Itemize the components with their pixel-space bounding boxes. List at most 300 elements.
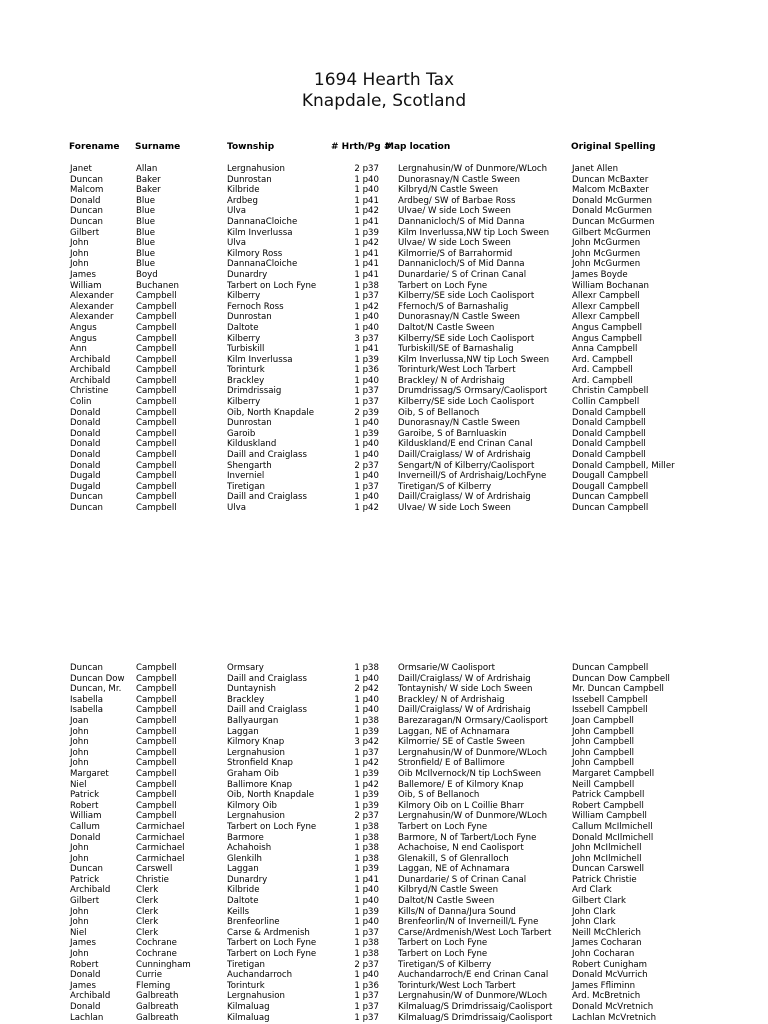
cell-hearth-page: 1 p39 <box>354 790 379 801</box>
cell-hearth-page: 1 p41 <box>354 269 379 280</box>
cell-map-location: Turbiskill/SE of Barnashalig <box>398 344 514 355</box>
cell-surname: Clerk <box>136 927 159 938</box>
cell-hearth-page: 1 p42 <box>354 206 379 217</box>
cell-hearth-page: 1 p37 <box>354 397 379 408</box>
table-row <box>0 418 768 429</box>
cell-map-location: Lergnahusin/W of Dunmore/WLoch <box>398 747 548 758</box>
table-row <box>0 875 768 886</box>
cell-township: Laggan <box>227 726 259 737</box>
cell-surname: Carswell <box>136 864 173 875</box>
table-row <box>0 949 768 960</box>
table-row <box>0 727 768 738</box>
cell-township: Garoib <box>227 428 256 439</box>
cell-forename: John <box>70 853 89 864</box>
cell-map-location: Ulvae/ W side Loch Sween <box>398 503 511 513</box>
cell-map-location: Daill/Craiglass/ W of Ardrishaig <box>398 705 531 716</box>
cell-original-spelling: Ard Clark <box>572 885 612 896</box>
cell-township: Daill and Craiglass <box>227 705 307 716</box>
cell-original-spelling: John Clark <box>572 906 616 917</box>
cell-hearth-page: 1 p39 <box>354 227 379 238</box>
cell-map-location: Tarbert on Loch Fyne <box>398 949 488 960</box>
cell-map-location: Stronfield/ E of Ballimore <box>398 758 505 769</box>
table-row <box>0 960 768 971</box>
cell-original-spelling: Donald McGurmen <box>572 195 652 206</box>
cell-hearth-page: 1 p39 <box>354 768 379 779</box>
cell-map-location: Dunorasnay/N Castle Sween <box>398 312 520 323</box>
cell-original-spelling: Ard. McBretnich <box>572 991 641 1002</box>
cell-surname: Campbell <box>136 386 177 397</box>
cell-hearth-page: 2 p37 <box>354 811 379 822</box>
cell-hearth-page: 3 p42 <box>354 737 379 748</box>
cell-map-location: Dunardarie/ S of Crinan Canal <box>398 874 527 885</box>
cell-surname: Carmichael <box>136 843 185 854</box>
cell-map-location: Laggan, NE of Achnamara <box>398 726 510 737</box>
cell-hearth-page: 1 p41 <box>354 874 379 885</box>
table-row <box>0 461 768 472</box>
cell-original-spelling: Donald Campbell <box>572 450 646 461</box>
cell-forename: Margaret <box>70 768 109 779</box>
cell-township: Ulva <box>227 503 247 513</box>
cell-surname: Campbell <box>136 450 177 461</box>
table-row <box>0 291 768 302</box>
cell-township: Turbiskill <box>227 344 265 355</box>
cell-hearth-page: 1 p40 <box>354 322 379 333</box>
cell-map-location: Dunardarie/ S of Crinan Canal <box>398 269 527 280</box>
cell-surname: Clerk <box>136 906 159 917</box>
table-row <box>0 450 768 461</box>
cell-forename: Donald <box>70 460 101 471</box>
cell-township: Laggan <box>227 864 259 875</box>
cell-original-spelling: Donald McVretnich <box>572 1002 654 1012</box>
cell-original-spelling: Malcom McBaxter <box>572 185 649 196</box>
page-subtitle: Knapdale, Scotland <box>301 91 467 111</box>
cell-forename: Alexander <box>70 301 114 312</box>
cell-township: Daill and Craiglass <box>227 673 307 684</box>
cell-surname: Blue <box>136 238 156 249</box>
cell-surname: Campbell <box>136 503 177 513</box>
cell-map-location: Kilmaluag/S Drimdrissaig/Caolisport <box>398 1002 553 1012</box>
cell-township: Kilmory Ross <box>227 248 283 259</box>
cell-surname: Campbell <box>136 673 177 684</box>
table-row <box>0 439 768 450</box>
cell-hearth-page: 1 p38 <box>354 663 379 673</box>
table-row <box>0 376 768 387</box>
cell-forename: Archibald <box>70 365 111 376</box>
cell-map-location: Ballemore/ E of Kilmory Knap <box>398 779 524 790</box>
cell-township: Kilduskland <box>227 439 277 450</box>
cell-hearth-page: 1 p40 <box>354 917 379 928</box>
cell-original-spelling: Donald Campbell <box>572 428 646 439</box>
cell-hearth-page: 1 p40 <box>354 418 379 429</box>
cell-surname: Clerk <box>136 885 159 896</box>
cell-original-spelling: John McGurmen <box>572 238 641 249</box>
cell-map-location: Kilm Inverlussa,NW tip Loch Sween <box>398 354 550 365</box>
table-row <box>0 663 768 674</box>
table-row <box>0 270 768 281</box>
cell-map-location: Brackley/ N of Ardrishaig <box>398 375 505 386</box>
cell-township: Carse & Ardmenish <box>227 927 310 938</box>
cell-map-location: Barmore, N of Tarbert/Loch Fyne <box>398 832 537 843</box>
cell-map-location: Daltot/N Castle Sween <box>398 322 495 333</box>
cell-surname: Campbell <box>136 779 177 790</box>
cell-township: Dunrostan <box>227 418 272 429</box>
table-row <box>0 928 768 939</box>
page-title: 1694 Hearth Tax <box>313 70 455 90</box>
cell-original-spelling: Duncan Carswell <box>572 864 645 875</box>
cell-forename: Duncan <box>70 503 103 513</box>
cell-surname: Campbell <box>136 291 177 302</box>
cell-surname: Campbell <box>136 747 177 758</box>
cell-hearth-page: 1 p40 <box>354 450 379 461</box>
cell-map-location: Tiretigan/S of Kilberry <box>398 481 492 492</box>
table-row <box>0 938 768 949</box>
table-row <box>0 674 768 685</box>
cell-township: DannanaCloiche <box>227 216 298 227</box>
cell-forename: Duncan <box>70 216 103 227</box>
cell-hearth-page: 1 p40 <box>354 492 379 503</box>
cell-township: Daill and Craiglass <box>227 492 307 503</box>
cell-forename: Patrick <box>70 790 100 801</box>
cell-township: Lergnahusion <box>227 811 285 822</box>
cell-township: Tarbert on Loch Fyne <box>227 938 317 949</box>
cell-map-location: Kills/N of Danna/Jura Sound <box>398 906 516 917</box>
cell-original-spelling: James Ffliminn <box>572 980 636 991</box>
table-row <box>0 1013 768 1024</box>
cell-township: Duntaynish <box>227 684 276 695</box>
cell-map-location: Oib McIlvernock/N tip LochSween <box>398 768 542 779</box>
cell-township: Kilbride <box>227 885 260 896</box>
cell-hearth-page: 1 p38 <box>354 853 379 864</box>
cell-forename: Archibald <box>70 354 111 365</box>
header-original-spelling: Original Spelling <box>571 142 656 152</box>
cell-forename: Christine <box>70 386 109 397</box>
cell-map-location: Lergnahusin/W of Dunmore/WLoch <box>398 991 548 1002</box>
cell-forename: John <box>70 917 89 928</box>
cell-township: Inverniel <box>227 471 265 482</box>
cell-original-spelling: Neill McChlerich <box>572 927 641 938</box>
cell-forename: Isabella <box>70 694 104 705</box>
cell-original-spelling: Donald Campbell <box>572 439 646 450</box>
cell-map-location: Tarbert on Loch Fyne <box>398 821 488 832</box>
cell-township: Torinturk <box>227 365 265 376</box>
cell-map-location: Tarbert on Loch Fyne <box>398 280 488 291</box>
cell-map-location: Garoibe, S of Barnluaskin <box>398 428 507 439</box>
cell-surname: Campbell <box>136 684 177 695</box>
cell-map-location: Kilmorrie/S of Barrahormid <box>398 248 513 259</box>
cell-forename: Gilbert <box>70 227 100 238</box>
cell-map-location: Kilmorrie/ SE of Castle Sween <box>398 737 525 748</box>
cell-original-spelling: Callum McIlmichell <box>572 821 653 832</box>
cell-surname: Campbell <box>136 768 177 779</box>
cell-hearth-page: 1 p37 <box>354 747 379 758</box>
cell-original-spelling: Anna Campbell <box>572 344 638 355</box>
cell-hearth-page: 1 p39 <box>354 800 379 811</box>
cell-hearth-page: 1 p41 <box>354 344 379 355</box>
cell-surname: Campbell <box>136 811 177 822</box>
cell-original-spelling: Patrick Campbell <box>572 790 645 801</box>
cell-hearth-page: 1 p41 <box>354 259 379 270</box>
cell-original-spelling: Gilbert Clark <box>572 896 626 907</box>
cell-forename: Duncan <box>70 663 103 673</box>
table-row <box>0 492 768 503</box>
cell-forename: Archibald <box>70 375 111 386</box>
cell-map-location: Kilduskland/E end Crinan Canal <box>398 439 533 450</box>
cell-original-spelling: John McGurmen <box>572 248 641 259</box>
table-row <box>0 684 768 695</box>
cell-original-spelling: Donald Campbell, Miller <box>572 460 675 471</box>
cell-township: Dunardry <box>227 269 268 280</box>
cell-forename: Donald <box>70 195 101 206</box>
table-row <box>0 429 768 440</box>
table-row <box>0 281 768 292</box>
cell-forename: Niel <box>70 779 87 790</box>
cell-surname: Campbell <box>136 726 177 737</box>
cell-hearth-page: 2 p37 <box>354 959 379 970</box>
cell-forename: Duncan <box>70 864 103 875</box>
header-map-location: Map location <box>385 142 451 152</box>
cell-original-spelling: Issebell Campbell <box>572 694 648 705</box>
cell-original-spelling: Robert Campbell <box>572 800 644 811</box>
header-forename: Forename <box>69 142 120 152</box>
cell-hearth-page: 1 p38 <box>354 280 379 291</box>
cell-surname: Campbell <box>136 407 177 418</box>
cell-surname: Campbell <box>136 428 177 439</box>
cell-surname: Blue <box>136 248 156 259</box>
cell-township: Ormsary <box>227 663 264 673</box>
cell-surname: Cochrane <box>136 949 177 960</box>
table-row <box>0 695 768 706</box>
cell-forename: Donald <box>70 407 101 418</box>
cell-surname: Campbell <box>136 312 177 323</box>
cell-original-spelling: Duncan Campbell <box>572 492 649 503</box>
cell-hearth-page: 1 p40 <box>354 896 379 907</box>
table-row <box>0 907 768 918</box>
cell-township: Stronfield Knap <box>227 758 293 769</box>
table-row <box>0 334 768 345</box>
cell-map-location: Kilmory Oib on L Coillie Bharr <box>398 800 525 811</box>
cell-township: Dunrostan <box>227 312 272 323</box>
cell-forename: Niel <box>70 927 87 938</box>
cell-original-spelling: Donald Campbell <box>572 418 646 429</box>
cell-map-location: Kilberry/SE side Loch Caolisport <box>398 291 535 302</box>
cell-township: Brenfeorline <box>227 917 280 928</box>
cell-township: Ulva <box>227 206 247 217</box>
cell-map-location: Kilm Inverlussa,NW tip Loch Sween <box>398 227 550 238</box>
table-row <box>0 780 768 791</box>
cell-forename: Archibald <box>70 991 111 1002</box>
cell-forename: John <box>70 248 89 259</box>
cell-map-location: Ormsarie/W Caolisport <box>398 663 495 673</box>
table-row <box>0 758 768 769</box>
cell-township: Tarbert on Loch Fyne <box>227 821 317 832</box>
cell-township: Kilmory Knap <box>227 737 285 748</box>
table-row <box>0 769 768 780</box>
cell-hearth-page: 1 p41 <box>354 195 379 206</box>
cell-map-location: Ulvae/ W side Loch Sween <box>398 206 511 217</box>
cell-township: Kilbride <box>227 185 260 196</box>
cell-forename: Donald <box>70 1002 101 1012</box>
cell-surname: Campbell <box>136 663 177 673</box>
cell-forename: Duncan, Mr. <box>70 684 122 695</box>
table-row <box>0 843 768 854</box>
cell-forename: James <box>70 269 96 280</box>
cell-original-spelling: Collin Campbell <box>572 397 640 408</box>
cell-township: Tiretigan <box>227 481 265 492</box>
cell-map-location: Kilbryd/N Castle Sween <box>398 885 499 896</box>
cell-hearth-page: 2 p37 <box>354 164 379 174</box>
cell-forename: Duncan <box>70 492 103 503</box>
cell-forename: Dugald <box>70 471 101 482</box>
cell-original-spelling: Duncan Campbell <box>572 503 649 513</box>
cell-map-location: Tiretigan/S of Kilberry <box>398 959 492 970</box>
cell-forename: John <box>70 259 89 270</box>
cell-township: Daltote <box>227 322 259 333</box>
cell-township: Oib, North Knapdale <box>227 407 315 418</box>
cell-surname: Baker <box>136 174 161 185</box>
cell-surname: Blue <box>136 206 156 217</box>
cell-township: Ardbeg <box>227 195 258 206</box>
cell-map-location: Drumdrissag/S Ormsary/Caolisport <box>398 386 548 397</box>
table-row <box>0 885 768 896</box>
cell-hearth-page: 1 p42 <box>354 758 379 769</box>
cell-original-spelling: Neill Campbell <box>572 779 635 790</box>
cell-forename: Duncan <box>70 206 103 217</box>
table-row <box>0 833 768 844</box>
cell-forename: Angus <box>70 322 97 333</box>
cell-original-spelling: Joan Campbell <box>572 715 634 726</box>
table-row <box>0 386 768 397</box>
cell-hearth-page: 1 p38 <box>354 938 379 949</box>
cell-map-location: Daill/Craiglass/ W of Ardrishaig <box>398 492 531 503</box>
cell-forename: Gilbert <box>70 896 100 907</box>
cell-hearth-page: 1 p40 <box>354 312 379 323</box>
cell-original-spelling: William Campbell <box>572 811 647 822</box>
cell-original-spelling: Allexr Campbell <box>572 301 640 312</box>
cell-hearth-page: 1 p37 <box>354 991 379 1002</box>
cell-hearth-page: 1 p39 <box>354 726 379 737</box>
cell-original-spelling: John Campbell <box>572 758 635 769</box>
cell-map-location: Ulvae/ W side Loch Sween <box>398 238 511 249</box>
cell-surname: Campbell <box>136 715 177 726</box>
table-row <box>0 249 768 260</box>
cell-map-location: Kilbryd/N Castle Sween <box>398 185 499 196</box>
cell-surname: Campbell <box>136 354 177 365</box>
cell-hearth-page: 1 p39 <box>354 906 379 917</box>
cell-surname: Campbell <box>136 800 177 811</box>
cell-original-spelling: Duncan McBaxter <box>572 174 649 185</box>
table-row <box>0 811 768 822</box>
cell-map-location: Lergnahusin/W of Dunmore/WLoch <box>398 164 548 174</box>
cell-map-location: Brackley/ N of Ardrishaig <box>398 694 505 705</box>
cell-map-location: Daill/Craiglass/ W of Ardrishaig <box>398 673 531 684</box>
cell-surname: Campbell <box>136 375 177 386</box>
cell-map-location: Torinturk/West Loch Tarbert <box>398 365 516 376</box>
table-row <box>0 482 768 493</box>
cell-original-spelling: John McGurmen <box>572 259 641 270</box>
cell-map-location: Kilberry/SE side Loch Caolisport <box>398 333 535 344</box>
cell-forename: John <box>70 737 89 748</box>
table-row <box>0 896 768 907</box>
cell-surname: Campbell <box>136 301 177 312</box>
cell-forename: Lachlan <box>70 1012 104 1023</box>
cell-hearth-page: 1 p39 <box>354 354 379 365</box>
cell-township: Barmore <box>227 832 264 843</box>
cell-forename: John <box>70 747 89 758</box>
cell-hearth-page: 1 p36 <box>354 365 379 376</box>
cell-township: Kilmory Oib <box>227 800 277 811</box>
cell-forename: William <box>70 811 102 822</box>
cell-forename: Malcom <box>70 185 104 196</box>
cell-surname: Campbell <box>136 418 177 429</box>
cell-hearth-page: 1 p40 <box>354 970 379 981</box>
cell-original-spelling: Dougall Campbell <box>572 481 649 492</box>
cell-surname: Blue <box>136 227 156 238</box>
cell-hearth-page: 1 p42 <box>354 779 379 790</box>
cell-original-spelling: John Clark <box>572 917 616 928</box>
cell-forename: Patrick <box>70 874 100 885</box>
table-row <box>0 312 768 323</box>
cell-forename: Ann <box>70 344 87 355</box>
cell-forename: John <box>70 906 89 917</box>
cell-surname: Campbell <box>136 439 177 450</box>
cell-original-spelling: John McIlmichell <box>572 843 642 854</box>
cell-surname: Campbell <box>136 365 177 376</box>
table-row <box>0 705 768 716</box>
cell-map-location: Kilberry/SE side Loch Caolisport <box>398 397 535 408</box>
cell-map-location: Dannanicloch/S of Mid Danna <box>398 259 525 270</box>
cell-surname: Carmichael <box>136 853 185 864</box>
cell-map-location: Dunorasnay/N Castle Sween <box>398 174 520 185</box>
cell-surname: Campbell <box>136 694 177 705</box>
records-table-bottom <box>0 663 768 1023</box>
cell-hearth-page: 1 p42 <box>354 503 379 513</box>
cell-original-spelling: James Boyde <box>572 269 628 280</box>
table-row <box>0 397 768 408</box>
cell-forename: Isabella <box>70 705 104 716</box>
cell-forename: John <box>70 726 89 737</box>
table-row <box>0 323 768 334</box>
cell-map-location: Glenakill, S of Glenralloch <box>398 853 509 864</box>
cell-hearth-page: 3 p37 <box>354 333 379 344</box>
cell-forename: Robert <box>70 959 99 970</box>
cell-map-location: Laggan, NE of Achnamara <box>398 864 510 875</box>
cell-forename: Donald <box>70 450 101 461</box>
cell-original-spelling: Gilbert McGurmen <box>572 227 651 238</box>
cell-township: Graham Oib <box>227 768 279 779</box>
table-row <box>0 748 768 759</box>
table-row <box>0 970 768 981</box>
cell-township: Torinturk <box>227 980 265 991</box>
cell-township: Kilberry <box>227 397 261 408</box>
cell-original-spelling: John Campbell <box>572 726 635 737</box>
cell-forename: James <box>70 938 96 949</box>
cell-hearth-page: 2 p42 <box>354 684 379 695</box>
cell-map-location: Oib, S of Bellanoch <box>398 790 480 801</box>
cell-map-location: Auchandarroch/E end Crinan Canal <box>398 970 549 981</box>
cell-surname: Allan <box>136 164 158 174</box>
cell-township: Dunardry <box>227 874 268 885</box>
cell-forename: Alexander <box>70 291 114 302</box>
cell-forename: John <box>70 949 89 960</box>
cell-map-location: Oib, S of Bellanoch <box>398 407 480 418</box>
cell-hearth-page: 1 p37 <box>354 291 379 302</box>
cell-township: Ballyaurgan <box>227 715 279 726</box>
cell-forename: Joan <box>70 715 89 726</box>
cell-surname: Carmichael <box>136 832 185 843</box>
cell-township: Daltote <box>227 896 259 907</box>
cell-surname: Campbell <box>136 492 177 503</box>
cell-forename: Janet <box>70 164 92 174</box>
